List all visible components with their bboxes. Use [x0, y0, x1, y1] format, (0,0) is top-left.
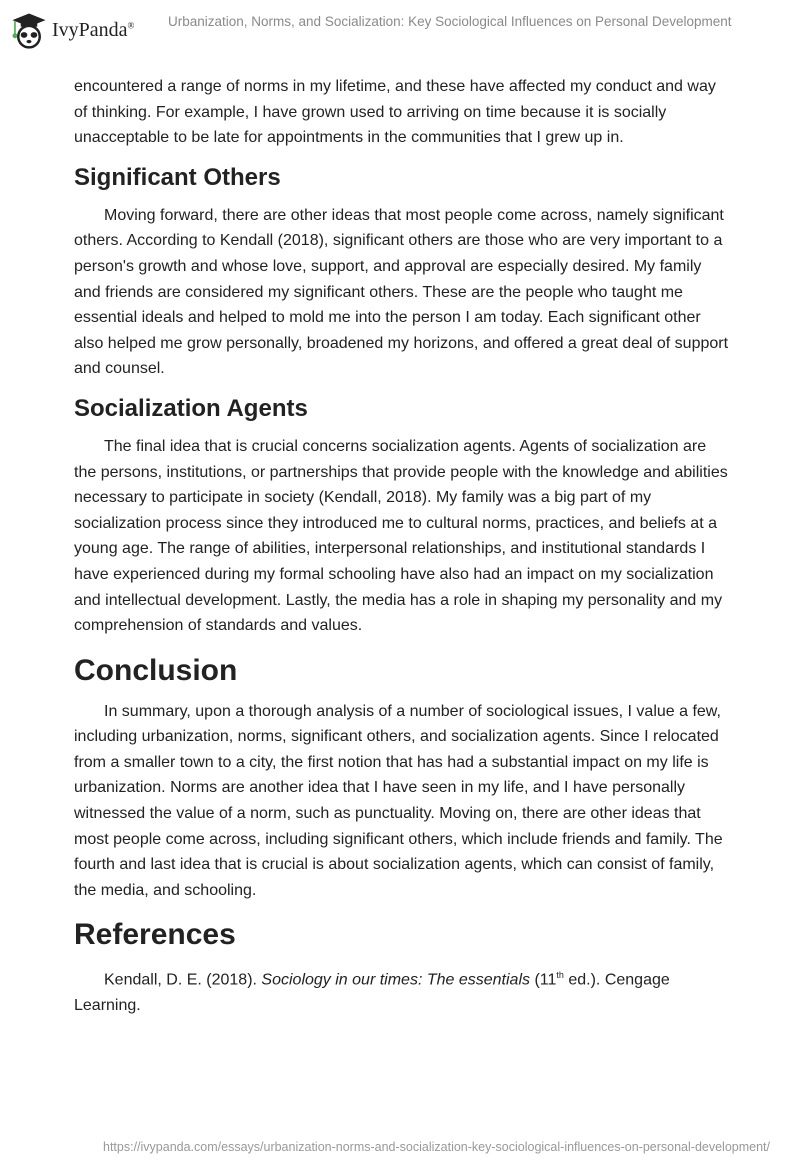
logo-text: [52, 19, 134, 42]
section-heading-significant-others: Significant Others: [74, 163, 281, 191]
reference-edition-suffix: th: [556, 970, 564, 981]
section-paragraph-socialization-agents: The final idea that is crucial concerns socialization agents. Agents of socialization are the persons, institutions, or partnerships that provide people with the knowledge and abilities necessary to participate in society (Kendall, 2018). My family was a big part of my socialization process since they introduced me to cultural norms, practices, and beliefs at a young age. The range of abilities, interpersonal relationships, and institutional standards I have experienced during my formal schooling have also had an impact on my socialization and intellectual development. Lastly, the media has a role in shaping my personality and my comprehension of standards and values.: [74, 437, 728, 635]
reference-entry: [74, 963, 730, 1019]
reference-title: Sociology in our times: The essentials: [261, 971, 530, 989]
panda-graduate-icon: [10, 10, 48, 50]
page-header: [0, 0, 800, 60]
footer-url[interactable]: https://ivypanda.com/essays/urbanization-norms-and-socialization-key-sociological-influences-on-personal-development/: [103, 1140, 770, 1154]
registered-mark: ®: [127, 19, 135, 30]
section-heading-socialization-agents: Socialization Agents: [74, 394, 308, 422]
logo-wordmark: IvyPanda: [52, 18, 128, 41]
ivypanda-logo[interactable]: [10, 10, 160, 50]
intro-paragraph: encountered a range of norms in my lifetime, and these have affected my conduct and way of thinking. For example, I have grown used to arriving on time because it is socially unacceptable to be late for appointments in the communities that I grew up in.: [74, 78, 716, 147]
section-heading-conclusion: Conclusion: [74, 653, 238, 687]
document-title: Urbanization, Norms, and Socialization: Key Sociological Influences on Personal Development: [168, 14, 732, 29]
section-heading-references: References: [74, 918, 236, 952]
reference-author: Kendall, D. E. (2018).: [104, 971, 262, 989]
section-paragraph-conclusion: In summary, upon a thorough analysis of a number of sociological issues, I value a few, including urbanization, norms, significant others, and socialization agents. Since I relocated from a smaller town to a city, the first notion that has had a substantial impact on my life is urbanization. Norms are another idea that I have seen in my life, and I have personally witnessed the value of a norm, such as punctuality. Moving on, there are other ideas that most people come across, including significant others, which include friends and family. The fourth and last idea that is crucial is about socialization agents, which can consist of family, the media, and schooling.: [74, 702, 723, 899]
reference-edition: (11: [530, 971, 557, 989]
reference-publisher: ed.). Cengage Learning.: [74, 971, 670, 1015]
essay-body: [74, 74, 730, 1019]
section-paragraph-significant-others: Moving forward, there are other ideas that most people come across, namely significant others. According to Kendall (2018), significant others are those who are very important to a person's growth and whose love, support, and approval are especially desired. My family and friends are considered my significant others. These are the people who taught me essential ideals and helped to mold me into the person I am today. Each significant other also helped me grow personally, broadened my horizons, and offered a great deal of support and counsel.: [74, 206, 729, 378]
